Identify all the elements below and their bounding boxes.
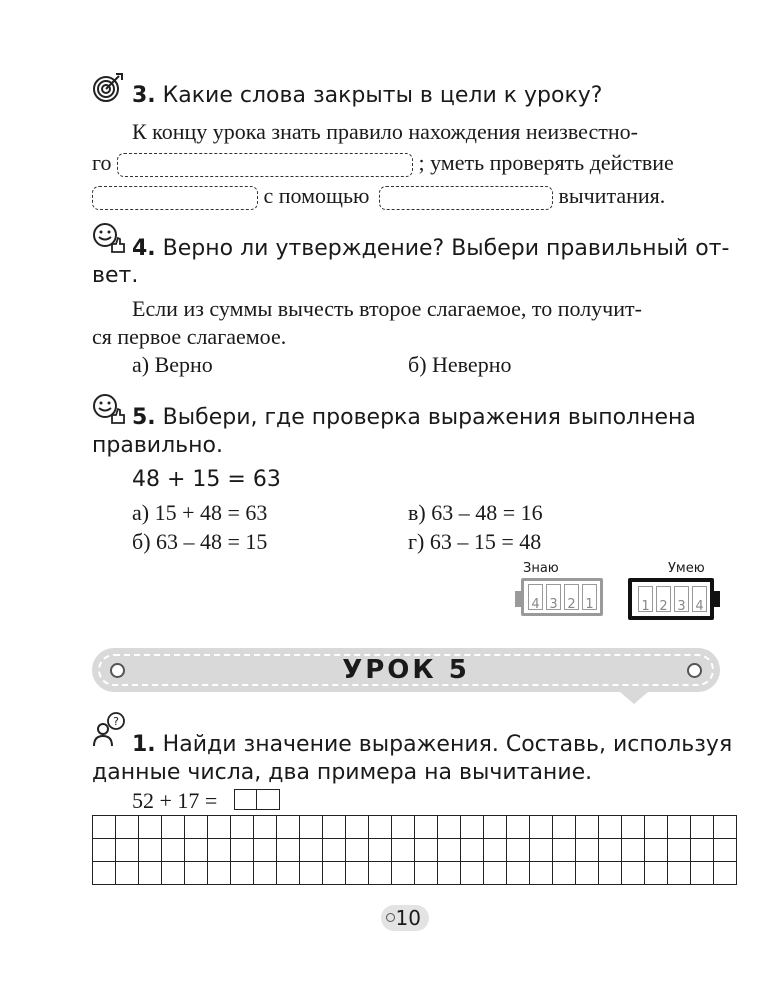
can-battery — [628, 578, 722, 620]
grid-cell[interactable] — [576, 816, 599, 839]
task-3-line-3-end: вычитания. — [558, 183, 666, 208]
grid-row — [93, 816, 737, 839]
can-cell-4[interactable]: 4 — [692, 586, 707, 612]
blank-box-2[interactable] — [92, 186, 258, 210]
grid-cell[interactable] — [116, 862, 139, 885]
grid-cell[interactable] — [254, 862, 277, 885]
grid-cell[interactable] — [553, 839, 576, 862]
grid-cell[interactable] — [599, 862, 622, 885]
know-battery — [515, 578, 607, 620]
task-4-question-2: вет. — [92, 263, 139, 288]
banner-pointer — [620, 692, 648, 704]
know-label: Знаю — [523, 561, 559, 576]
grid-cell[interactable] — [668, 839, 691, 862]
grid-cell[interactable] — [162, 839, 185, 862]
grid-cell[interactable] — [645, 816, 668, 839]
grid-cell[interactable] — [553, 816, 576, 839]
lesson-banner — [92, 648, 720, 692]
grid-cell[interactable] — [346, 862, 369, 885]
grid-cell[interactable] — [323, 816, 346, 839]
blank-box-1[interactable] — [117, 153, 413, 177]
can-cell-3[interactable]: 3 — [674, 586, 689, 612]
grid-cell[interactable] — [369, 816, 392, 839]
grid-cell[interactable] — [139, 839, 162, 862]
grid-cell[interactable] — [553, 862, 576, 885]
task-3-line-2 — [92, 148, 674, 178]
grid-cell[interactable] — [139, 816, 162, 839]
grid-cell[interactable] — [231, 862, 254, 885]
grid-cell[interactable] — [484, 839, 507, 862]
grid-cell[interactable] — [300, 816, 323, 839]
know-cell-3[interactable]: 3 — [546, 584, 561, 610]
grid-cell[interactable] — [231, 839, 254, 862]
grid-cell[interactable] — [691, 839, 714, 862]
grid-cell[interactable] — [392, 816, 415, 839]
grid-cell[interactable] — [599, 816, 622, 839]
task-4-statement-2: ся первое слагаемое. — [92, 324, 287, 349]
grid-cell[interactable] — [530, 862, 553, 885]
grid-cell[interactable] — [461, 862, 484, 885]
task-3-line-3 — [92, 181, 665, 211]
grid-cell[interactable] — [622, 862, 645, 885]
grid-cell[interactable] — [93, 839, 116, 862]
grid-cell[interactable] — [208, 816, 231, 839]
answer-box-ones[interactable] — [256, 789, 280, 810]
grid-row — [93, 839, 737, 862]
task-3-line-3-mid: с помощью — [263, 183, 370, 208]
grid-cell[interactable] — [116, 816, 139, 839]
can-cell-1[interactable]: 1 — [638, 586, 653, 612]
know-cell-2[interactable]: 2 — [564, 584, 579, 610]
grid-cell[interactable] — [277, 839, 300, 862]
answer-box-tens[interactable] — [234, 789, 257, 810]
task-4-question-1: Верно ли утверждение? Выбери правильный от- — [162, 236, 730, 261]
grid-cell[interactable] — [185, 816, 208, 839]
lesson-task-1-title — [132, 731, 732, 759]
grid-cell[interactable] — [576, 862, 599, 885]
smiley-thumbs-up-icon — [92, 393, 126, 425]
grid-cell[interactable] — [622, 816, 645, 839]
grid-cell[interactable] — [392, 862, 415, 885]
grid-cell[interactable] — [162, 816, 185, 839]
grid-cell[interactable] — [346, 839, 369, 862]
grid-cell[interactable] — [93, 862, 116, 885]
lesson-task-1-question-2: данные числа, два примера на вычитание. — [92, 760, 593, 785]
grid-cell[interactable] — [116, 839, 139, 862]
grid-cell[interactable] — [162, 862, 185, 885]
lesson-task-1-question-1: Найди значение выражения. Составь, используя — [162, 732, 733, 757]
task-4-title — [132, 235, 729, 263]
lesson-title: УРОК 5 — [342, 655, 470, 685]
grid-cell[interactable] — [484, 862, 507, 885]
grid-cell[interactable] — [438, 839, 461, 862]
page-number-dot — [386, 913, 395, 922]
grid-cell[interactable] — [438, 816, 461, 839]
grid-cell[interactable] — [691, 862, 714, 885]
grid-cell[interactable] — [277, 862, 300, 885]
grid-cell[interactable] — [323, 839, 346, 862]
task-5-title — [132, 404, 696, 432]
can-cell-2[interactable]: 2 — [656, 586, 671, 612]
blank-box-3[interactable] — [379, 186, 553, 210]
task-5-option-a[interactable]: а) 15 + 48 = 63 — [132, 500, 268, 525]
grid-cell[interactable] — [645, 862, 668, 885]
grid-cell[interactable] — [576, 839, 599, 862]
grid-cell[interactable] — [530, 816, 553, 839]
grid-cell[interactable] — [714, 862, 737, 885]
grid-cell[interactable] — [300, 862, 323, 885]
task-5-option-v[interactable]: в) 63 – 48 = 16 — [408, 500, 543, 525]
grid-cell[interactable] — [323, 862, 346, 885]
grid-cell[interactable] — [139, 862, 162, 885]
grid-cell[interactable] — [369, 839, 392, 862]
task-4-statement-1: Если из суммы вычесть второе слагаемое, то получит- — [132, 296, 642, 321]
grid-cell[interactable] — [668, 862, 691, 885]
grid-cell[interactable] — [484, 816, 507, 839]
grid-cell[interactable] — [714, 839, 737, 862]
smiley-thumbs-up-icon — [92, 222, 126, 254]
grid-cell[interactable] — [714, 816, 737, 839]
grid-cell[interactable] — [208, 839, 231, 862]
lesson-task-1-number: 1. — [132, 732, 156, 757]
grid-cell[interactable] — [461, 839, 484, 862]
task-5-expression: 48 + 15 = 63 — [132, 467, 281, 492]
task-4-option-b[interactable]: б) Неверно — [408, 352, 512, 377]
grid-cell[interactable] — [415, 816, 438, 839]
grid-cell[interactable] — [300, 839, 323, 862]
person-question-icon — [92, 712, 126, 748]
target-icon — [92, 72, 124, 104]
grid-cell[interactable] — [507, 816, 530, 839]
svg-text:?: ? — [113, 715, 119, 728]
grid-cell[interactable] — [645, 839, 668, 862]
grid-cell[interactable] — [507, 839, 530, 862]
can-label: Умею — [668, 561, 705, 576]
grid-cell[interactable] — [530, 839, 553, 862]
page-number: 10 — [395, 906, 421, 930]
grid-cell[interactable] — [691, 816, 714, 839]
grid-cell[interactable] — [208, 862, 231, 885]
grid-cell[interactable] — [346, 816, 369, 839]
grid-cell[interactable] — [254, 816, 277, 839]
grid-cell[interactable] — [185, 862, 208, 885]
task-3-line-2-end: ; уметь проверять действие — [418, 150, 674, 175]
grid-row — [93, 862, 737, 885]
know-cell-1[interactable]: 1 — [582, 584, 597, 610]
grid-cell[interactable] — [461, 816, 484, 839]
task-5-option-g[interactable]: г) 63 – 15 = 48 — [408, 529, 542, 554]
grid-cell[interactable] — [622, 839, 645, 862]
grid-cell[interactable] — [438, 862, 461, 885]
task-4-option-a[interactable]: а) Верно — [132, 352, 213, 377]
grid-cell[interactable] — [415, 839, 438, 862]
squared-answer-grid[interactable] — [92, 815, 737, 885]
task-5-option-b[interactable]: б) 63 – 48 = 15 — [132, 529, 268, 554]
task-3-number: 3. — [132, 83, 156, 108]
lesson-task-1-expression: 52 + 17 = — [132, 788, 218, 813]
grid-cell[interactable] — [415, 862, 438, 885]
task-4-number: 4. — [132, 236, 156, 261]
grid-cell[interactable] — [185, 839, 208, 862]
task-3-title — [132, 82, 602, 110]
page-number-badge — [381, 905, 429, 931]
task-3-line-1: К концу урока знать правило нахождения неизвестно- — [132, 119, 638, 144]
grid-cell[interactable] — [93, 816, 116, 839]
grid-cell[interactable] — [599, 839, 622, 862]
grid-cell[interactable] — [668, 816, 691, 839]
grid-cell[interactable] — [392, 839, 415, 862]
task-5-number: 5. — [132, 405, 156, 430]
grid-cell[interactable] — [231, 816, 254, 839]
task-5-question-2: правильно. — [92, 433, 223, 458]
grid-cell[interactable] — [254, 839, 277, 862]
grid-cell[interactable] — [277, 816, 300, 839]
task-5-question-1: Выбери, где проверка выражения выполнена — [162, 405, 696, 430]
know-cell-4[interactable]: 4 — [528, 584, 543, 610]
task-3-question: Какие слова закрыты в цели к уроку? — [162, 83, 603, 108]
grid-cell[interactable] — [369, 862, 392, 885]
task-3-line-2-start: го — [92, 150, 112, 175]
grid-cell[interactable] — [507, 862, 530, 885]
